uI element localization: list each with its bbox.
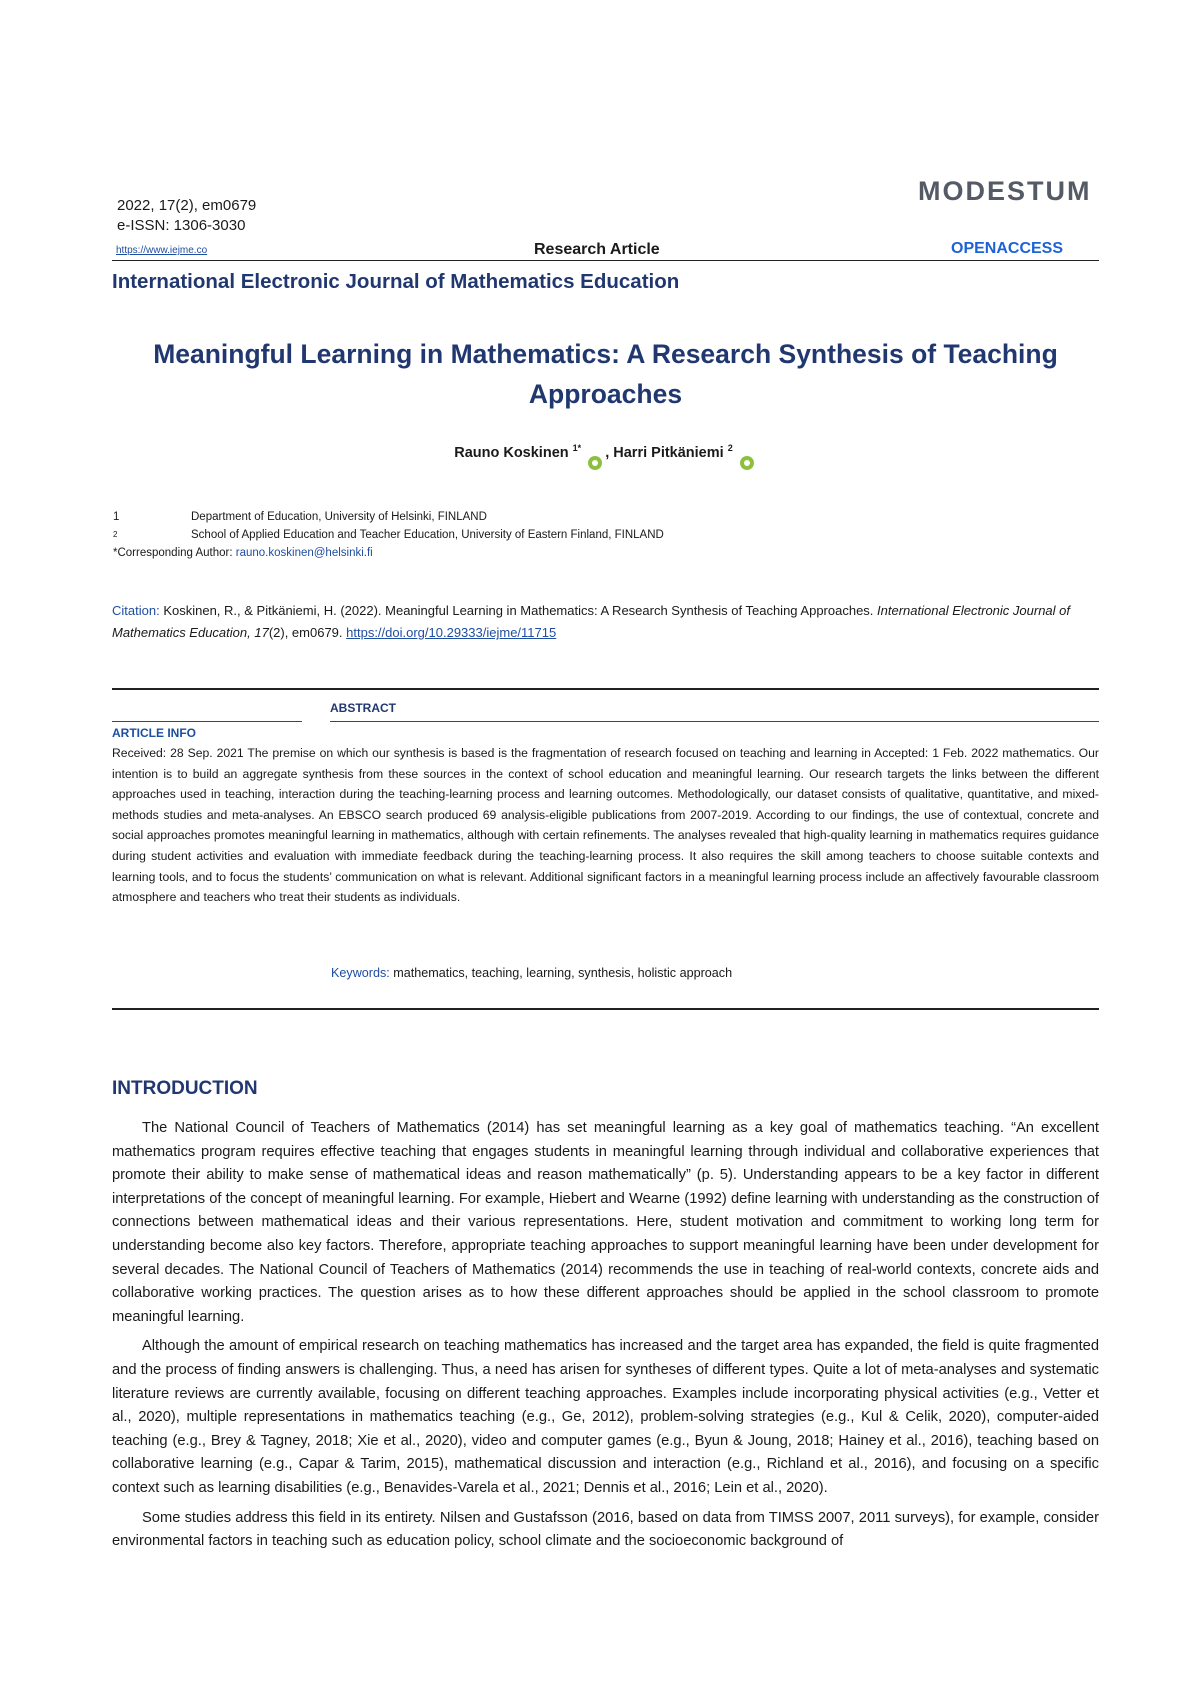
affiliation-text: School of Applied Education and Teacher Education, University of Eastern Finland, FINLAND — [191, 529, 664, 541]
body-paragraph: Some studies address this field in its entirety. Nilsen and Gustafsson (2016, based on data from TIMSS 2007, 2011 surveys), for example, consider environmental factors in teaching such as education policy, school climate and the socioeconomic background of — [112, 1509, 1099, 1550]
corresponding-label: *Corresponding Author: — [113, 547, 233, 559]
article-title: Meaningful Learning in Mathematics: A Research Synthesis of Teaching Approaches — [153, 339, 1058, 409]
author-affiliation-mark: 1* — [572, 443, 582, 454]
affiliation-number: 1 — [113, 511, 120, 523]
citation-journal: International Electronic Journal of Mathematics Education, 17 — [112, 603, 1070, 640]
affiliation-list — [113, 508, 664, 562]
journal-meta — [117, 196, 256, 236]
keywords-list: mathematics, teaching, learning, synthesis, holistic approach — [393, 966, 733, 980]
citation-block — [112, 600, 1082, 644]
journal-url-link[interactable]: https://www.iejme.co — [116, 245, 208, 256]
abstract-text: Received: 28 Sep. 2021 The premise on which our synthesis is based is the fragmentation of research focused on teaching and learning in Accepted: 1 Feb. 2022 mathematics. Our intention is to build an aggregate synthesis from these sources in the context of school education and meaningful learning. Our research targets the links between the different approaches used in teaching, interaction during the teaching-learning process and learning outcomes. Methodologically, our dataset consists of qualitative, quantitative, and mixed-methods studies and meta-analyses. An EBSCO search produced 69 analysis-eligible publications from 2007-2019. According to our findings, the use of contextual, concrete and social approaches promotes meaningful learning in mathematics, although with certain refinements. The analyses revealed that high-quality learning in mathematics requires guidance during student activities and evaluation with immediate feedback during the teaching-learning process. It also requires the skill among teachers to choose suitable contexts and learning tools, and to focus the students’ communication on what is relevant. Additional significant factors in a meaningful learning process include an affectively favourable classroom atmosphere and teachers who treat their students as individuals. — [112, 746, 1099, 905]
open-access-badge: OPENACCESS — [951, 240, 1064, 257]
citation-text: Koskinen, R., & Pitkäniemi, H. (2022). Meaningful Learning in Mathematics: A Research Synthesis of Teaching Approaches. — [163, 603, 874, 618]
corresponding-email-link[interactable]: rauno.koskinen@helsinki.fi — [235, 547, 373, 559]
abstract-bottom-rule — [112, 1008, 1099, 1010]
header-divider — [112, 260, 1099, 261]
abstract-top-rule — [112, 688, 1099, 690]
eissn: e-ISSN: 1306-3030 — [117, 217, 246, 234]
author-name: Rauno Koskinen — [454, 445, 569, 461]
abstract-heading: ABSTRACT — [330, 701, 396, 715]
citation-label: Citation: — [112, 603, 160, 618]
doi-link[interactable]: https://doi.org/10.29333/iejme/11715 — [346, 625, 557, 640]
affiliation — [113, 508, 664, 526]
author-list — [112, 443, 1099, 461]
author-name: Harri Pitkäniemi — [613, 445, 724, 461]
keywords-label: Keywords: — [331, 966, 390, 980]
orcid-icon[interactable] — [740, 456, 754, 470]
orcid-icon[interactable] — [588, 456, 602, 470]
keywords — [331, 966, 732, 980]
section-heading-introduction: INTRODUCTION — [112, 1078, 258, 1099]
affiliation-text: Department of Education, University of Helsinki, FINLAND — [191, 511, 487, 523]
article-type: Research Article — [534, 241, 660, 258]
affiliation-number: 2 — [113, 530, 118, 539]
abstract-rule — [330, 721, 1099, 722]
modestum-logo: MODESTUM — [918, 176, 1092, 206]
body-paragraph: The National Council of Teachers of Mathematics (2014) has set meaningful learning as a key goal of mathematics teaching. “An excellent mathematics program requires effective teaching that engages students in meaningful learning through individual and collaborative experiences that promote their ability to make sense of mathematical ideas and reason mathematically” (p. 5). Understanding appears to be a key factor in different interpretations of the concept of meaningful learning. For example, Hiebert and Wearne (1992) define learning with understanding as the construction of connections between mathematical ideas and their various representations. Here, student motivation and commitment to working long term for understanding become also key factors. Therefore, appropriate teaching approaches to support meaningful learning have been under development for several decades. The National Council of Teachers of Mathematics (2014) recommends the use in teaching of real-world contexts, concrete aids and collaborative working practices. The question arises as to how these different approaches should be applied in the school classroom to promote meaningful learning. — [112, 1120, 1099, 1325]
author-separator: , — [605, 445, 610, 461]
article-info-rule — [112, 721, 302, 722]
author-affiliation-mark: 2 — [727, 443, 733, 454]
article-info-heading: ARTICLE INFO — [112, 726, 196, 740]
journal-name: International Electronic Journal of Mathematics Education — [112, 270, 680, 293]
introduction-body — [112, 1117, 1099, 1560]
corresponding-author — [113, 544, 664, 562]
affiliation — [113, 526, 664, 544]
volume-info: 2022, 17(2), em0679 — [117, 197, 257, 214]
body-paragraph: Although the amount of empirical research on teaching mathematics has increased and the target area has expanded, the field is quite fragmented and the process of finding answers is challenging. Thus, a need has arisen for syntheses of different types. Quite a lot of meta-analyses and systematic literature reviews are currently available, focusing on different teaching approaches. Examples include incorporating physical activities (e.g., Vetter et al., 2020), multiple representations in mathematics teaching (e.g., Ge, 2012), problem-solving strategies (e.g., Kul & Celik, 2020), computer-aided teaching (e.g., Brey & Tagney, 2018; Xie et al., 2020), video and computer games (e.g., Byun & Joung, 2018; Hainey et al., 2016), teaching based on collaborative learning (e.g., Capar & Tarim, 2015), mathematical discussion and interaction (e.g., Richland et al., 2016), and focusing on a specific context such as learning disabilities (e.g., Benavides-Varela et al., 2021; Dennis et al., 2016; Lein et al., 2020). — [112, 1338, 1099, 1496]
citation-issue: (2), em0679. — [268, 625, 343, 640]
